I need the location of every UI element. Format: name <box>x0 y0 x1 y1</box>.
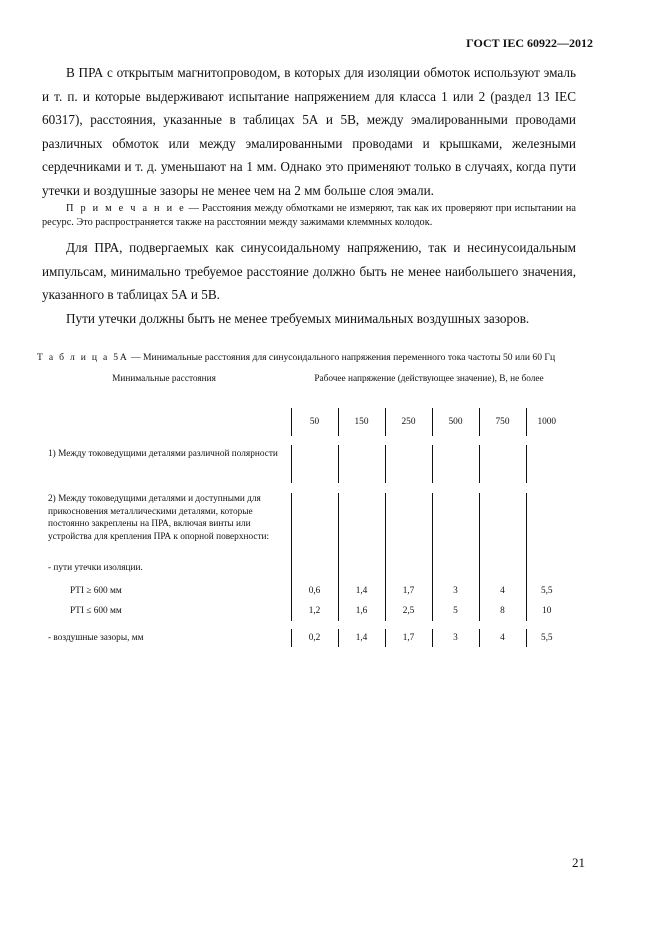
table-caption-text: — Минимальные расстояния для синусоидального напряжения переменного тока частоты 50 или 60 Гц <box>128 352 556 363</box>
note-text: — Расстояния между обмотками не измеряют, так как их проверяют при испытании на ресурс. Это распространяется также на расстоянии между зажимами клеммных колодок. <box>42 203 576 228</box>
value-cell: 1,7 <box>385 581 432 601</box>
value-cell: 8 <box>479 601 526 621</box>
voltage-row <box>37 408 567 436</box>
voltage-cell: 250 <box>385 408 432 436</box>
note-label: П р и м е ч а н и е <box>66 203 186 214</box>
row-label-pti-ge: PTI ≥ 600 мм <box>70 585 122 596</box>
paragraph-creepage <box>42 307 576 331</box>
header-min-distances: Минимальные расстояния <box>112 374 216 384</box>
value-cell: 5,5 <box>526 629 567 647</box>
page-number: 21 <box>572 855 585 870</box>
value-cell: 1,4 <box>338 629 385 647</box>
value-cell: 4 <box>479 581 526 601</box>
document-header: ГОСТ IEC 60922—2012 <box>466 36 593 50</box>
value-cell: 5,5 <box>526 581 567 601</box>
value-cell: 4 <box>479 629 526 647</box>
paragraph-creepage-text: Пути утечки должны быть не менее требуемых минимальных воздушных зазоров. <box>66 311 530 326</box>
paragraph-enamel <box>42 61 576 202</box>
paragraph-sinusoidal-text: Для ПРА, подвергаемых как синусоидальному напряжению, так и несинусоидальным импульсам, минимально требуемое расстояние должно быть не менее наибольшего значения, указанного в таблицах 5А и 5В. <box>42 240 576 302</box>
paragraph-sinusoidal <box>42 236 576 307</box>
table-row-pti-le <box>37 601 567 621</box>
table-caption <box>37 352 627 363</box>
value-cell: 1,2 <box>291 601 338 621</box>
value-cell: 5 <box>432 601 479 621</box>
value-cell: 3 <box>432 629 479 647</box>
table-caption-label: Т а б л и ц а 5А <box>37 352 129 363</box>
row-label-pti-le: PTI ≤ 600 мм <box>70 605 122 616</box>
table-row-creepage <box>37 557 567 581</box>
note <box>42 202 576 230</box>
row-label-accessible: 2) Между токоведущими деталями и доступными для прикосновения металлическими деталями, которые постоянно закреплены на ПРА, включая винты или устройства для крепления ПРА к опорной поверхности: <box>48 494 270 542</box>
table-row-accessible <box>37 493 567 557</box>
voltage-cell: 750 <box>479 408 526 436</box>
table-row-pti-ge <box>37 581 567 601</box>
table-header-row <box>37 366 567 408</box>
paragraph-enamel-text: В ПРА с открытым магнитопроводом, в которых для изоляции обмоток используют эмаль и т. п. и которые выдерживают испытание напряжением для класса 1 или 2 (раздел 13 IEC 60317), расстояния, указанные в таблицах 5А и 5В, между эмалированными проводами различных обмоток или между эмалированными проводами и крышками, железными сердечниками и т. д. уменьшают на 1 мм. Однако это применяют только в случаях, когда пути утечки и воздушные зазоры не менее чем на 2 мм больше слоя эмали. <box>42 65 576 198</box>
row-label-air-gaps: - воздушные зазоры, мм <box>48 632 144 643</box>
value-cell: 1,4 <box>338 581 385 601</box>
voltage-cell: 150 <box>338 408 385 436</box>
value-cell: 2,5 <box>385 601 432 621</box>
table-row-polarity <box>37 445 567 483</box>
value-cell: 0,2 <box>291 629 338 647</box>
value-cell: 0,6 <box>291 581 338 601</box>
value-cell: 1,7 <box>385 629 432 647</box>
voltage-cell: 50 <box>291 408 338 436</box>
header-working-voltage: Рабочее напряжение (действующее значение), В, не более <box>314 374 544 384</box>
value-cell: 1,6 <box>338 601 385 621</box>
table-5a <box>37 366 567 647</box>
row-label-creepage: - пути утечки изоляции. <box>48 563 143 573</box>
table-row-air-gaps <box>37 629 567 647</box>
value-cell: 10 <box>526 601 567 621</box>
voltage-cell: 1000 <box>526 408 567 436</box>
value-cell: 3 <box>432 581 479 601</box>
voltage-cell: 500 <box>432 408 479 436</box>
row-label-polarity: 1) Между токоведущими деталями различной полярности <box>48 449 278 459</box>
